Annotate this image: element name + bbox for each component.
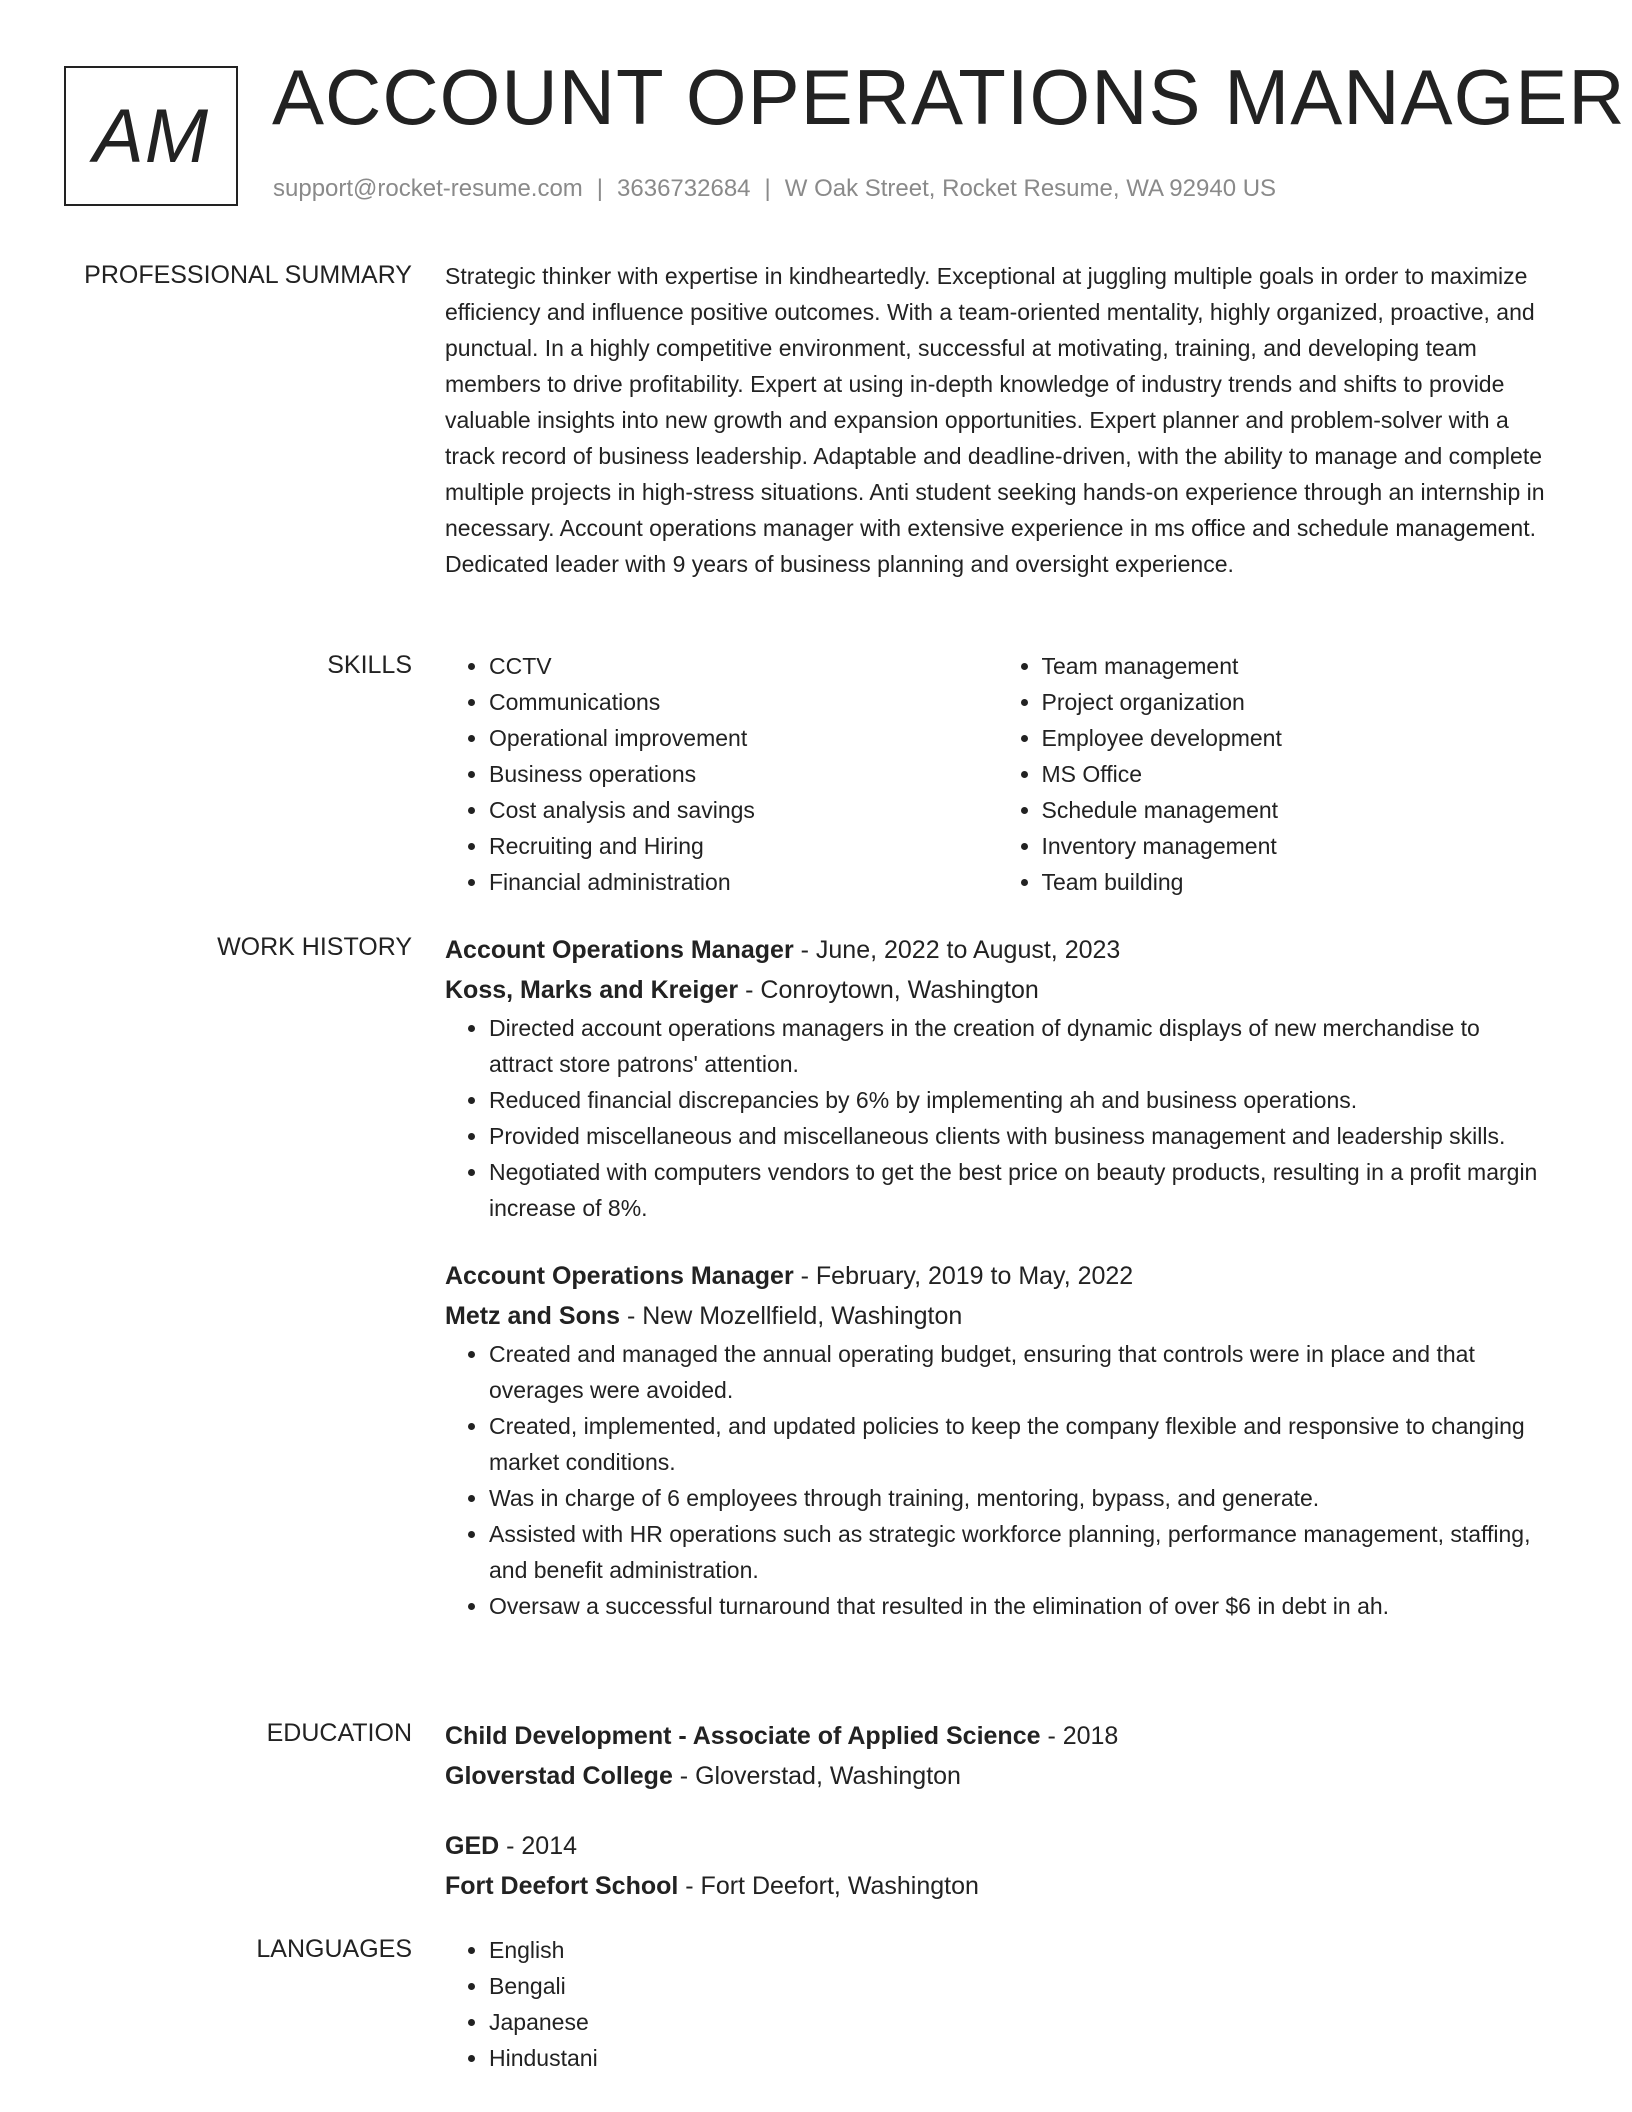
job-location: - Conroytown, Washington [738, 976, 1039, 1004]
job-title-line [445, 930, 1550, 970]
job-title-line [445, 1256, 1550, 1296]
skills-list-left [445, 648, 998, 900]
education-degree-line [445, 1826, 1550, 1866]
skill-item: • Employee development [1042, 720, 1551, 756]
job-dates: - February, 2019 to May, 2022 [793, 1262, 1134, 1290]
email-text: support@rocket-resume.com [273, 175, 583, 202]
job-entry [445, 930, 1550, 1226]
job-bullet: • Reduced financial discrepancies by 6% by implementing ah and business operations. [489, 1082, 1550, 1118]
monogram-initials: AM [93, 93, 209, 179]
job-bullet-list [445, 1336, 1550, 1624]
education-entry [445, 1826, 1550, 1906]
education-body [445, 1716, 1550, 1906]
education-degree: GED [445, 1832, 500, 1860]
education-degree-line [445, 1716, 1550, 1756]
job-bullet: • Provided miscellaneous and miscellaneous clients with business management and leadership skills. [489, 1118, 1550, 1154]
skill-item: • Project organization [1042, 684, 1551, 720]
skill-item: • CCTV [489, 648, 998, 684]
education-school-line [445, 1866, 1550, 1906]
language-item: • Japanese [489, 2004, 1550, 2040]
skill-item: • Operational improvement [489, 720, 998, 756]
languages-heading: LANGUAGES [256, 1935, 412, 1963]
skills-heading: SKILLS [327, 651, 412, 679]
address-text: W Oak Street, Rocket Resume, WA 92940 US [784, 175, 1277, 202]
job-dates: - June, 2022 to August, 2023 [793, 936, 1121, 964]
job-bullet: • Created and managed the annual operating budget, ensuring that controls were in place and that overages were avoided. [489, 1336, 1550, 1408]
job-role: Account Operations Manager [445, 1262, 794, 1290]
summary-body [445, 258, 1550, 582]
skill-item: • Cost analysis and savings [489, 792, 998, 828]
education-degree: Child Development - Associate of Applied Science [445, 1722, 1041, 1750]
education-school-line [445, 1756, 1550, 1796]
work-history-body [445, 930, 1550, 1624]
contact-line [273, 175, 1276, 204]
monogram-box [64, 66, 238, 206]
language-item: • Hindustani [489, 2040, 1550, 2076]
education-heading: EDUCATION [266, 1719, 412, 1747]
skill-item: • Inventory management [1042, 828, 1551, 864]
job-bullet: • Assisted with HR operations such as strategic workforce planning, performance management, staffing, and benefit administration. [489, 1516, 1550, 1588]
education-school: Fort Deefort School [445, 1872, 679, 1900]
job-bullet: • Directed account operations managers in the creation of dynamic displays of new merchandise to attract store patrons' attention. [489, 1010, 1550, 1082]
skill-item: • Team building [1042, 864, 1551, 900]
skill-item: • Communications [489, 684, 998, 720]
skill-item: • Team management [1042, 648, 1551, 684]
job-company: Koss, Marks and Kreiger [445, 976, 739, 1004]
education-school: Gloverstad College [445, 1762, 673, 1790]
education-entry [445, 1716, 1550, 1796]
summary-heading: PROFESSIONAL SUMMARY [84, 261, 412, 289]
language-item: • Bengali [489, 1968, 1550, 2004]
languages-list [445, 1932, 1550, 2076]
job-bullet: • Was in charge of 6 employees through training, mentoring, bypass, and generate. [489, 1480, 1550, 1516]
job-bullet-list [445, 1010, 1550, 1226]
skill-item: • Financial administration [489, 864, 998, 900]
job-bullet: • Oversaw a successful turnaround that resulted in the elimination of over $6 in debt in ah. [489, 1588, 1550, 1624]
phone-text: 3636732684 [617, 175, 751, 202]
education-location: - Fort Deefort, Washington [678, 1872, 979, 1900]
job-company-line [445, 970, 1550, 1010]
skills-list-right [998, 648, 1551, 900]
languages-body [445, 1932, 1550, 2076]
skill-item: • MS Office [1042, 756, 1551, 792]
language-item: • English [489, 1932, 1550, 1968]
education-location: - Gloverstad, Washington [672, 1762, 961, 1790]
skills-body [445, 648, 1550, 900]
skill-item: • Business operations [489, 756, 998, 792]
education-year: - 2018 [1040, 1722, 1119, 1750]
contact-separator: | [596, 175, 604, 202]
work-history-heading: WORK HISTORY [217, 933, 412, 961]
job-location: - New Mozellfield, Washington [620, 1302, 963, 1330]
skill-item: • Schedule management [1042, 792, 1551, 828]
contact-separator: | [764, 175, 771, 202]
job-role: Account Operations Manager [445, 936, 794, 964]
job-company: Metz and Sons [445, 1302, 621, 1330]
job-bullet: • Negotiated with computers vendors to get the best price on beauty products, resulting in a profit margin increase of 8%. [489, 1154, 1550, 1226]
resume-title: ACCOUNT OPERATIONS MANAGER [272, 53, 1626, 141]
skill-item: • Recruiting and Hiring [489, 828, 998, 864]
education-year: - 2014 [499, 1832, 578, 1860]
summary-text: Strategic thinker with expertise in kindheartedly. Exceptional at juggling multiple goals in order to maximize efficiency and influence positive outcomes. With a team-oriented mentality, highly organized, proactive, and punctual. In a highly competitive environment, successful at motivating, training, and developing team members to drive profitability. Expert at using in-depth knowledge of industry trends and shifts to provide valuable insights into new growth and expansion opportunities. Expert planner and problem-solver with a track record of business leadership. Adaptable and deadline-driven, with the ability to manage and complete multiple projects in high-stress situations. Anti student seeking hands-on experience through an internship in necessary. Account operations manager with extensive experience in ms office and schedule management. Dedicated leader with 9 years of business planning and oversight experience. [445, 263, 1545, 577]
job-company-line [445, 1296, 1550, 1336]
job-entry [445, 1256, 1550, 1624]
job-bullet: • Created, implemented, and updated policies to keep the company flexible and responsive to changing market conditions. [489, 1408, 1550, 1480]
